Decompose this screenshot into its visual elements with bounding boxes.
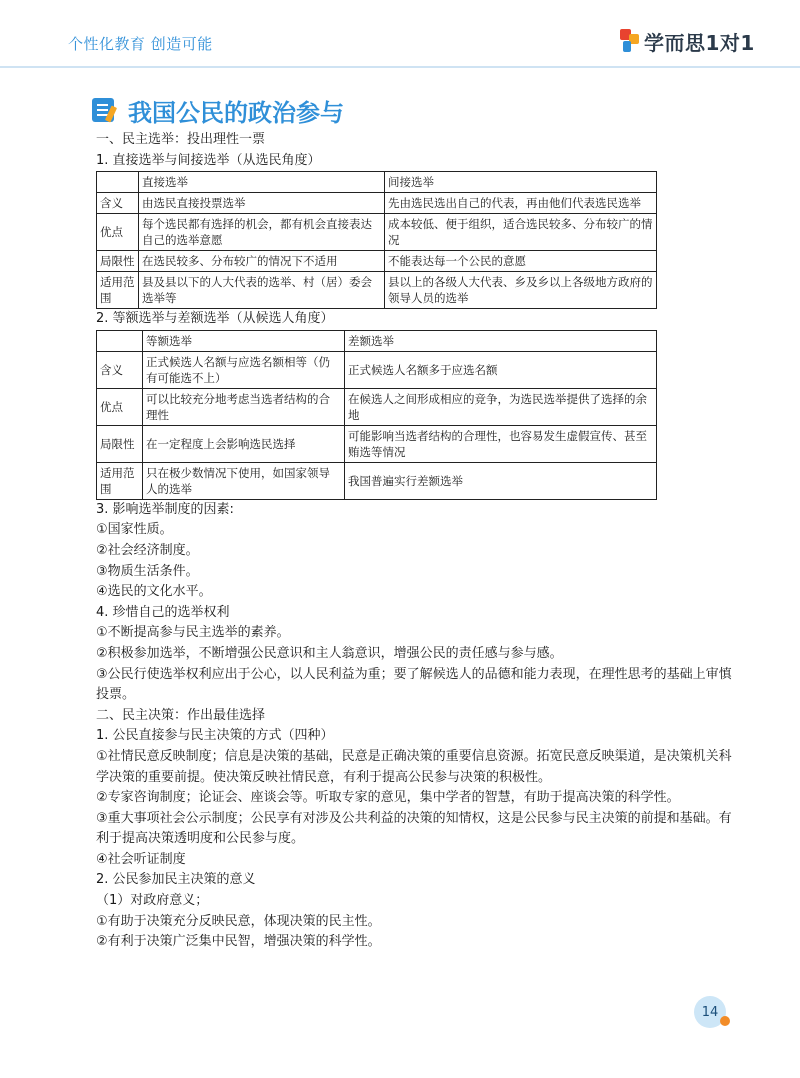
table-header-row <box>97 330 657 351</box>
row-label: 优点 <box>97 214 139 251</box>
table-header-cell: 直接选举 <box>139 172 385 193</box>
table-cell: 成本较低、便于组织，适合选民较多、分布较广的情况 <box>385 214 657 251</box>
table-row <box>97 425 657 462</box>
list-item: ②社会经济制度。 <box>96 542 199 558</box>
row-label: 局限性 <box>97 425 143 462</box>
table-cell: 在候选人之间形成相应的竞争，为选民选举提供了选择的余地 <box>345 388 657 425</box>
table-header-cell: 等额选举 <box>143 330 345 351</box>
candidate-election-table <box>96 330 657 500</box>
title-row <box>92 94 344 126</box>
brand-logo <box>620 26 755 56</box>
page-number-badge <box>694 996 734 1032</box>
election-type-table <box>96 171 657 309</box>
table-cell: 每个选民都有选择的机会，都有机会直接表达自己的选举意愿 <box>139 214 385 251</box>
table-row <box>97 462 657 499</box>
logo-text: 学而思1对1 <box>644 30 755 55</box>
list-item: ③公民行使选举权利应出于公心，以人民利益为重；要了解候选人的品德和能力表现，在理性思考的基础上审慎投票。 <box>96 666 732 703</box>
list-item: ④选民的文化水平。 <box>96 584 212 600</box>
section1-sub4: 4. 珍惜自己的选举权利 <box>96 604 230 620</box>
gov-heading: （1）对政府意义； <box>96 893 209 909</box>
section2-sub2: 2. 公民参加民主决策的意义 <box>96 872 256 888</box>
section1-sub2: 2. 等额选举与差额选举（从候选人角度） <box>96 311 334 327</box>
table-row <box>97 251 657 272</box>
table-cell: 由选民直接投票选举 <box>139 193 385 214</box>
section1-sub3: 3. 影响选举制度的因素: <box>96 501 234 517</box>
section2-sub1: 1. 公民直接参与民主决策的方式（四种） <box>96 728 334 744</box>
list-item: ①社情民意反映制度；信息是决策的基础，民意是正确决策的重要信息资源。拓宽民意反映渠道，是决策机关科学决策的重要前提。使决策反映社情民意，有利于提高公民参与决策的积极性。 <box>96 748 732 785</box>
table-row <box>97 214 657 251</box>
logo-mark-icon <box>620 29 640 53</box>
table-cell: 可能影响当选者结构的合理性，也容易发生虚假宣传、甚至贿选等情况 <box>345 425 657 462</box>
list-item: ④社会听证制度 <box>96 851 186 867</box>
table-cell: 在选民较多、分布较广的情况下不适用 <box>139 251 385 272</box>
table-cell: 正式候选人名额与应选名额相等（仍有可能选不上） <box>143 351 345 388</box>
table-cell: 只在极少数情况下使用，如国家领导人的选举 <box>143 462 345 499</box>
list-item: ②积极参加选举，不断增强公民意识和主人翁意识，增强公民的责任感与参与感。 <box>96 645 563 661</box>
list-item: ①有助于决策充分反映民意，体现决策的民主性。 <box>96 913 381 929</box>
page-header <box>0 0 800 66</box>
header-divider <box>0 66 800 68</box>
table-header-cell <box>97 330 143 351</box>
header-slogan: 个性化教育 创造可能 <box>68 35 213 53</box>
section2-heading: 二、民主决策：作出最佳选择 <box>96 707 266 723</box>
notebook-icon <box>92 96 118 124</box>
table-header-cell: 差额选举 <box>345 330 657 351</box>
table-header-cell: 间接选举 <box>385 172 657 193</box>
list-item: ②有利于决策广泛集中民智，增强决策的科学性。 <box>96 934 381 950</box>
table-row <box>97 388 657 425</box>
table-cell: 正式候选人名额多于应选名额 <box>345 351 657 388</box>
table-cell: 先由选民选出自己的代表，再由他们代表选民选举 <box>385 193 657 214</box>
list-item: ①不断提高参与民主选举的素养。 <box>96 625 290 641</box>
row-label: 适用范围 <box>97 462 143 499</box>
list-item: ③物质生活条件。 <box>96 563 199 579</box>
table-cell: 县及县以下的人大代表的选举、村（居）委会选举等 <box>139 272 385 309</box>
row-label: 含义 <box>97 193 139 214</box>
table-cell: 不能表达每一个公民的意愿 <box>385 251 657 272</box>
section1-sub1: 1. 直接选举与间接选举（从选民角度） <box>96 152 321 168</box>
table-row <box>97 272 657 309</box>
table-cell: 可以比较充分地考虑当选者结构的合理性 <box>143 388 345 425</box>
row-label: 含义 <box>97 351 143 388</box>
page-title: 我国公民的政治参与 <box>128 98 344 127</box>
table-row <box>97 351 657 388</box>
section1-heading: 一、民主选举：投出理性一票 <box>96 132 266 147</box>
document-body <box>96 130 736 953</box>
list-item: ②专家咨询制度；论证会、座谈会等。听取专家的意见，集中学者的智慧，有助于提高决策的科学性。 <box>96 790 680 806</box>
decor-dot-icon <box>720 1016 730 1026</box>
table-cell: 县以上的各级人大代表、乡及乡以上各级地方政府的领导人员的选举 <box>385 272 657 309</box>
table-header-cell <box>97 172 139 193</box>
row-label: 优点 <box>97 388 143 425</box>
table-row <box>97 193 657 214</box>
row-label: 适用范围 <box>97 272 139 309</box>
page-number: 14 <box>694 996 726 1028</box>
table-cell: 在一定程度上会影响选民选择 <box>143 425 345 462</box>
table-cell: 我国普遍实行差额选举 <box>345 462 657 499</box>
list-item: ①国家性质。 <box>96 522 173 538</box>
table-header-row <box>97 172 657 193</box>
row-label: 局限性 <box>97 251 139 272</box>
list-item: ③重大事项社会公示制度；公民享有对涉及公共利益的决策的知情权，这是公民参与民主决策的前提和基础。有利于提高决策透明度和公民参与度。 <box>96 810 732 847</box>
